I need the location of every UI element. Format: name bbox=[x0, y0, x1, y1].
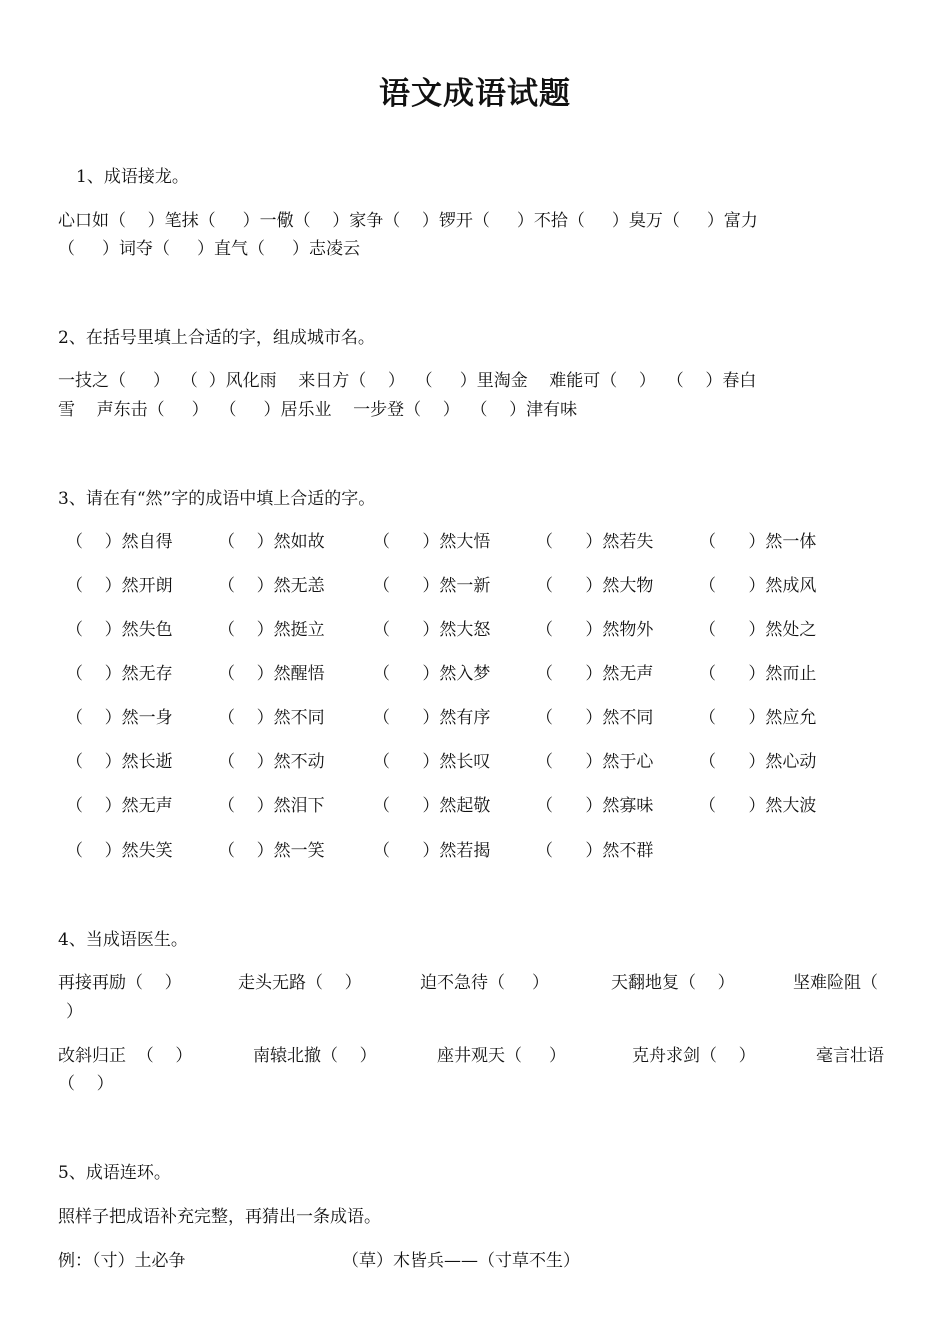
q3-item: （ ）然失笑 bbox=[66, 841, 173, 861]
q4-row-2 bbox=[58, 1044, 898, 1068]
q3-item: （ ）然入梦 bbox=[373, 664, 491, 684]
q2-line-1: 一技之（ ） （ ）风化雨 来日方（ ） （ ）里淘金 难能可（ ） （ ）春白 bbox=[58, 371, 757, 391]
q3-item: （ ）然成风 bbox=[699, 576, 817, 596]
q3-row bbox=[58, 618, 898, 642]
q3-item: （ ）然无恙 bbox=[218, 576, 325, 596]
q3-item: （ ）然于心 bbox=[536, 752, 654, 772]
q1-line-2: （ ）词夺（ ）直气（ ）志凌云 bbox=[58, 239, 361, 259]
q3-item: （ ）然寡味 bbox=[536, 796, 654, 816]
q4-heading: 4、当成语医生。 bbox=[58, 930, 188, 950]
q3-item: （ ）然应允 bbox=[699, 708, 817, 728]
q3-row bbox=[58, 662, 898, 686]
q4-item: 南辕北撤（ ） bbox=[253, 1046, 377, 1066]
q5-heading: 5、成语连环。 bbox=[58, 1163, 171, 1183]
q3-item: （ ）然不同 bbox=[218, 708, 325, 728]
q1-heading: 1、成语接龙。 bbox=[76, 167, 189, 187]
q3-item: （ ）然如故 bbox=[218, 532, 325, 552]
q4-item: 克舟求剑（ ） bbox=[632, 1046, 756, 1066]
q4-item: 再接再励（ ） bbox=[58, 973, 182, 993]
q3-row bbox=[58, 839, 898, 863]
q3-item: （ ）然一体 bbox=[699, 532, 817, 552]
q3-item: （ ）然一新 bbox=[373, 576, 491, 596]
q3-row bbox=[58, 574, 898, 598]
q3-row bbox=[58, 794, 898, 818]
q3-item: （ ）然起敬 bbox=[373, 796, 491, 816]
q4-item: 坚难险阻（ bbox=[793, 973, 878, 993]
q2-line-2: 雪 声东击（ ） （ ）居乐业 一步登（ ） （ ）津有味 bbox=[58, 400, 578, 420]
q3-item: （ ）然物外 bbox=[536, 620, 654, 640]
q4-row-1-cont: ） bbox=[66, 1002, 83, 1022]
q3-item: （ ）然泪下 bbox=[218, 796, 325, 816]
q3-row bbox=[58, 530, 898, 554]
q3-item: （ ）然若揭 bbox=[373, 841, 491, 861]
q2-heading: 2、在括号里填上合适的字，组成城市名。 bbox=[58, 328, 375, 348]
q3-item: （ ）然一笑 bbox=[218, 841, 325, 861]
q4-row-2-cont: （ ） bbox=[58, 1074, 114, 1094]
q3-item: （ ）然无声 bbox=[66, 796, 173, 816]
q3-item: （ ）然大波 bbox=[699, 796, 817, 816]
q4-item: 走头无路（ ） bbox=[238, 973, 362, 993]
q3-item: （ ）然若失 bbox=[536, 532, 654, 552]
q3-item: （ ）然大怒 bbox=[373, 620, 491, 640]
page-title: 语文成语试题 bbox=[379, 76, 571, 112]
q5-example-a: 例：（寸）土必争 bbox=[58, 1251, 186, 1271]
q1-line-1: 心口如（ ）笔抹（ ）一儆（ ）家争（ ）锣开（ ）不拾（ ）臭万（ ）富力 bbox=[58, 211, 758, 231]
q3-row bbox=[58, 706, 898, 730]
q3-heading: 3、请在有“然”字的成语中填上合适的字。 bbox=[58, 489, 376, 509]
q3-item: （ ）然无声 bbox=[536, 664, 654, 684]
q3-item: （ ）然处之 bbox=[699, 620, 817, 640]
q4-item: 座井观天（ ） bbox=[437, 1046, 567, 1066]
q3-item: （ ）然自得 bbox=[66, 532, 173, 552]
q3-item: （ ）然挺立 bbox=[218, 620, 325, 640]
q3-item: （ ）然无存 bbox=[66, 664, 173, 684]
q3-item: （ ）然开朗 bbox=[66, 576, 173, 596]
q4-item: 毫言壮语 bbox=[816, 1046, 884, 1066]
q3-item: （ ）然不群 bbox=[536, 841, 654, 861]
q3-item: （ ）然而止 bbox=[699, 664, 817, 684]
q4-item: 迫不急待（ ） bbox=[420, 973, 550, 993]
q3-item: （ ）然心动 bbox=[699, 752, 817, 772]
q3-item: （ ）然一身 bbox=[66, 708, 173, 728]
q3-item: （ ）然大物 bbox=[536, 576, 654, 596]
q4-item: 天翻地复（ ） bbox=[611, 973, 735, 993]
q3-item: （ ）然失色 bbox=[66, 620, 173, 640]
q3-item: （ ）然不动 bbox=[218, 752, 325, 772]
q3-item: （ ）然大悟 bbox=[373, 532, 491, 552]
q5-example-b: （草）木皆兵——（寸草不生） bbox=[342, 1251, 580, 1271]
q4-row-1 bbox=[58, 971, 898, 995]
q3-item: （ ）然长逝 bbox=[66, 752, 173, 772]
q3-item: （ ）然醒悟 bbox=[218, 664, 325, 684]
q3-row bbox=[58, 750, 898, 774]
q3-item: （ ）然有序 bbox=[373, 708, 491, 728]
q5-instruction: 照样子把成语补充完整，再猜出一条成语。 bbox=[58, 1207, 381, 1227]
q3-item: （ ）然不同 bbox=[536, 708, 654, 728]
q3-item: （ ）然长叹 bbox=[373, 752, 491, 772]
q4-item: 改斜归正 （ ） bbox=[58, 1046, 193, 1066]
